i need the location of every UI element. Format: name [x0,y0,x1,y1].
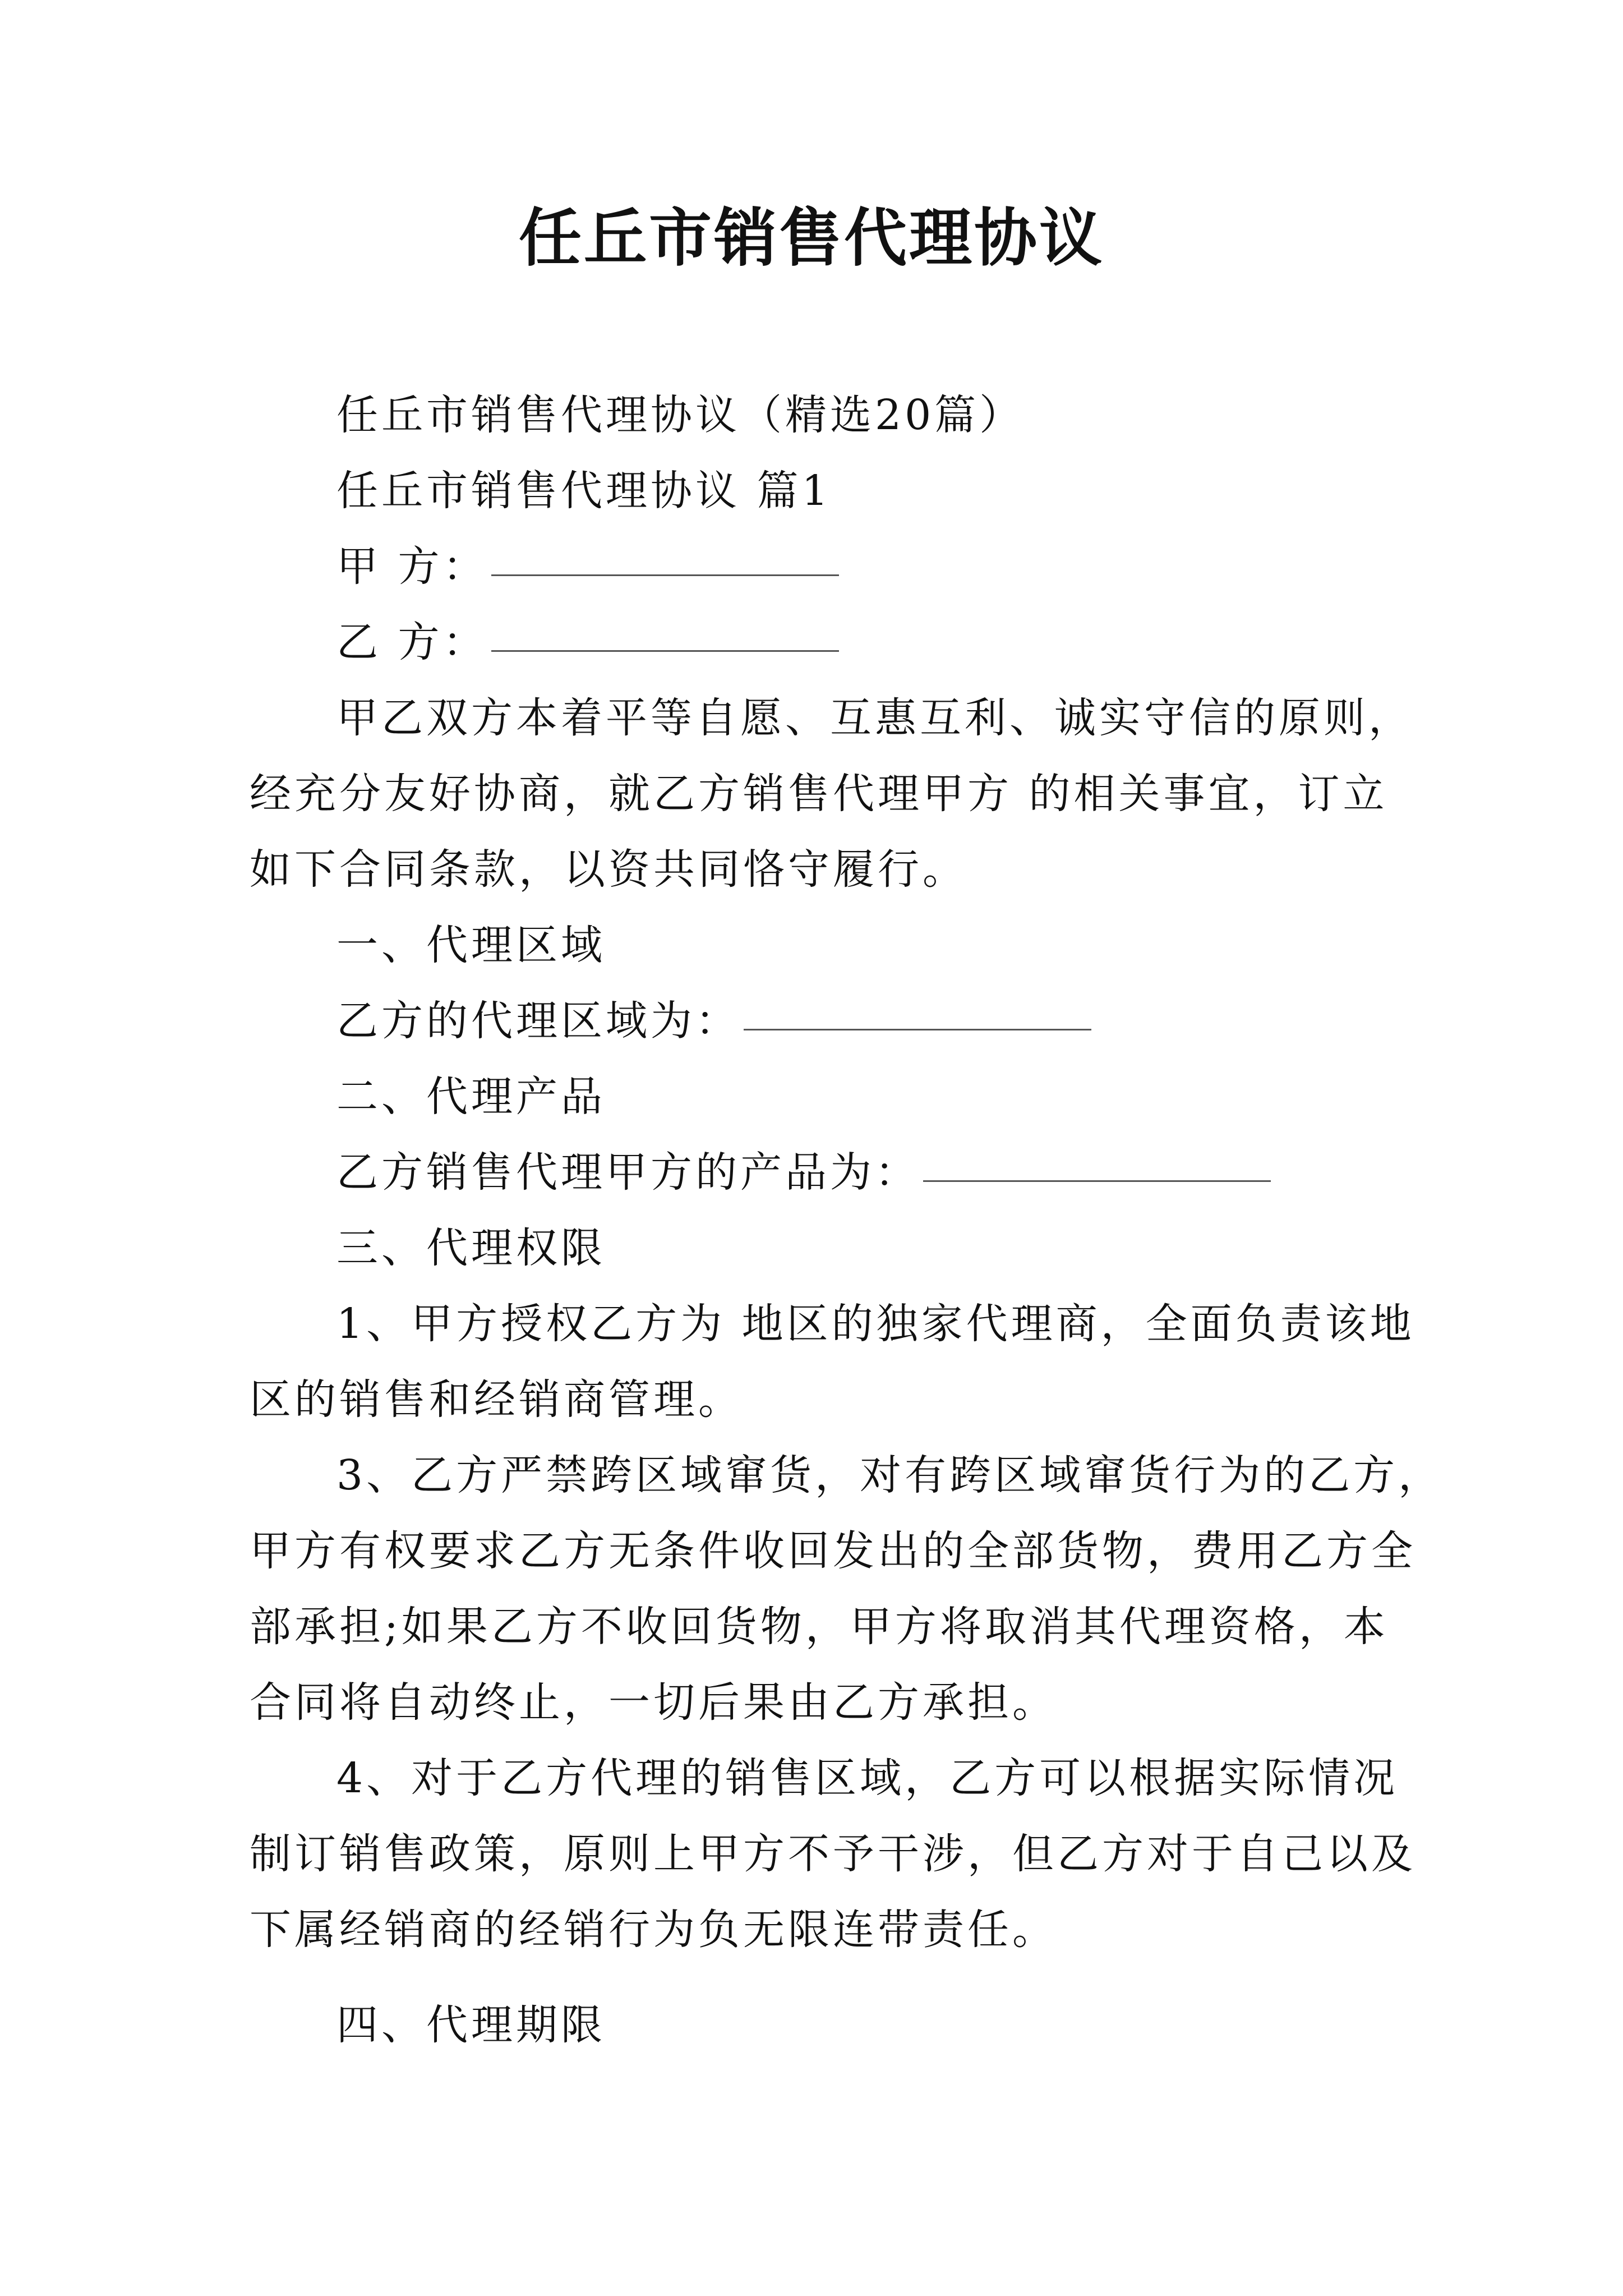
paragraph-line: 3、乙方严禁跨区域窜货，对有跨区域窜货行为的乙方， [336,1451,1444,1499]
paragraph-line: 4、对于乙方代理的销售区域，乙方可以根据实际情况 [336,1754,1399,1802]
paragraph-line: 甲方有权要求乙方无条件收回发出的全部货物，费用乙方全 [250,1527,1416,1575]
document-title: 任丘市销售代理协议 [519,201,1104,275]
clause-heading: 一、代理区域 [336,921,606,969]
paragraph-line: 1、甲方授权乙方为 地区的独家代理商，全面负责该地 [336,1300,1415,1348]
agency-region-blank [744,1027,1091,1030]
agency-product-label: 乙方销售代理甲方的产品为： [336,1148,920,1197]
agency-region-line [336,993,1492,1049]
party-a-blank [491,572,839,576]
paragraph-line: 经充分友好协商，就乙方销售代理甲方 的相关事宜，订立 [250,770,1388,818]
party-b-blank [491,648,839,652]
clause-heading: 四、代理期限 [336,2001,606,2049]
agency-region-label: 乙方的代理区域为： [336,997,740,1045]
paragraph-line: 如下合同条款，以资共同恪守履行。 [250,845,967,894]
paragraph-line: 甲乙双方本着平等自愿、互惠互利、诚实守信的原则， [336,694,1413,742]
subtitle-line: 任丘市销售代理协议（精选20篇） [336,391,1025,439]
paragraph-line: 区的销售和经销商管理。 [250,1375,743,1424]
paragraph-line: 部承担;如果乙方不收回货物，甲方将取消其代理资格，本 [250,1603,1389,1651]
party-a-line [336,539,1492,595]
section-heading-line: 任丘市销售代理协议 篇1 [336,467,832,515]
paragraph-line: 制订销售政策，原则上甲方不予干涉，但乙方对于自己以及 [250,1830,1416,1878]
paragraph-line: 下属经销商的经销行为负无限连带责任。 [250,1906,1057,1954]
party-b-label: 乙 方： [336,618,488,666]
clause-heading: 三、代理权限 [336,1224,606,1272]
paragraph-line: 合同将自动终止，一切后果由乙方承担。 [250,1678,1057,1727]
agency-product-line [336,1144,1492,1200]
agency-product-blank [923,1178,1271,1182]
party-b-line [336,614,1492,670]
clause-heading: 二、代理产品 [336,1073,606,1121]
party-a-label: 甲 方： [336,542,488,591]
